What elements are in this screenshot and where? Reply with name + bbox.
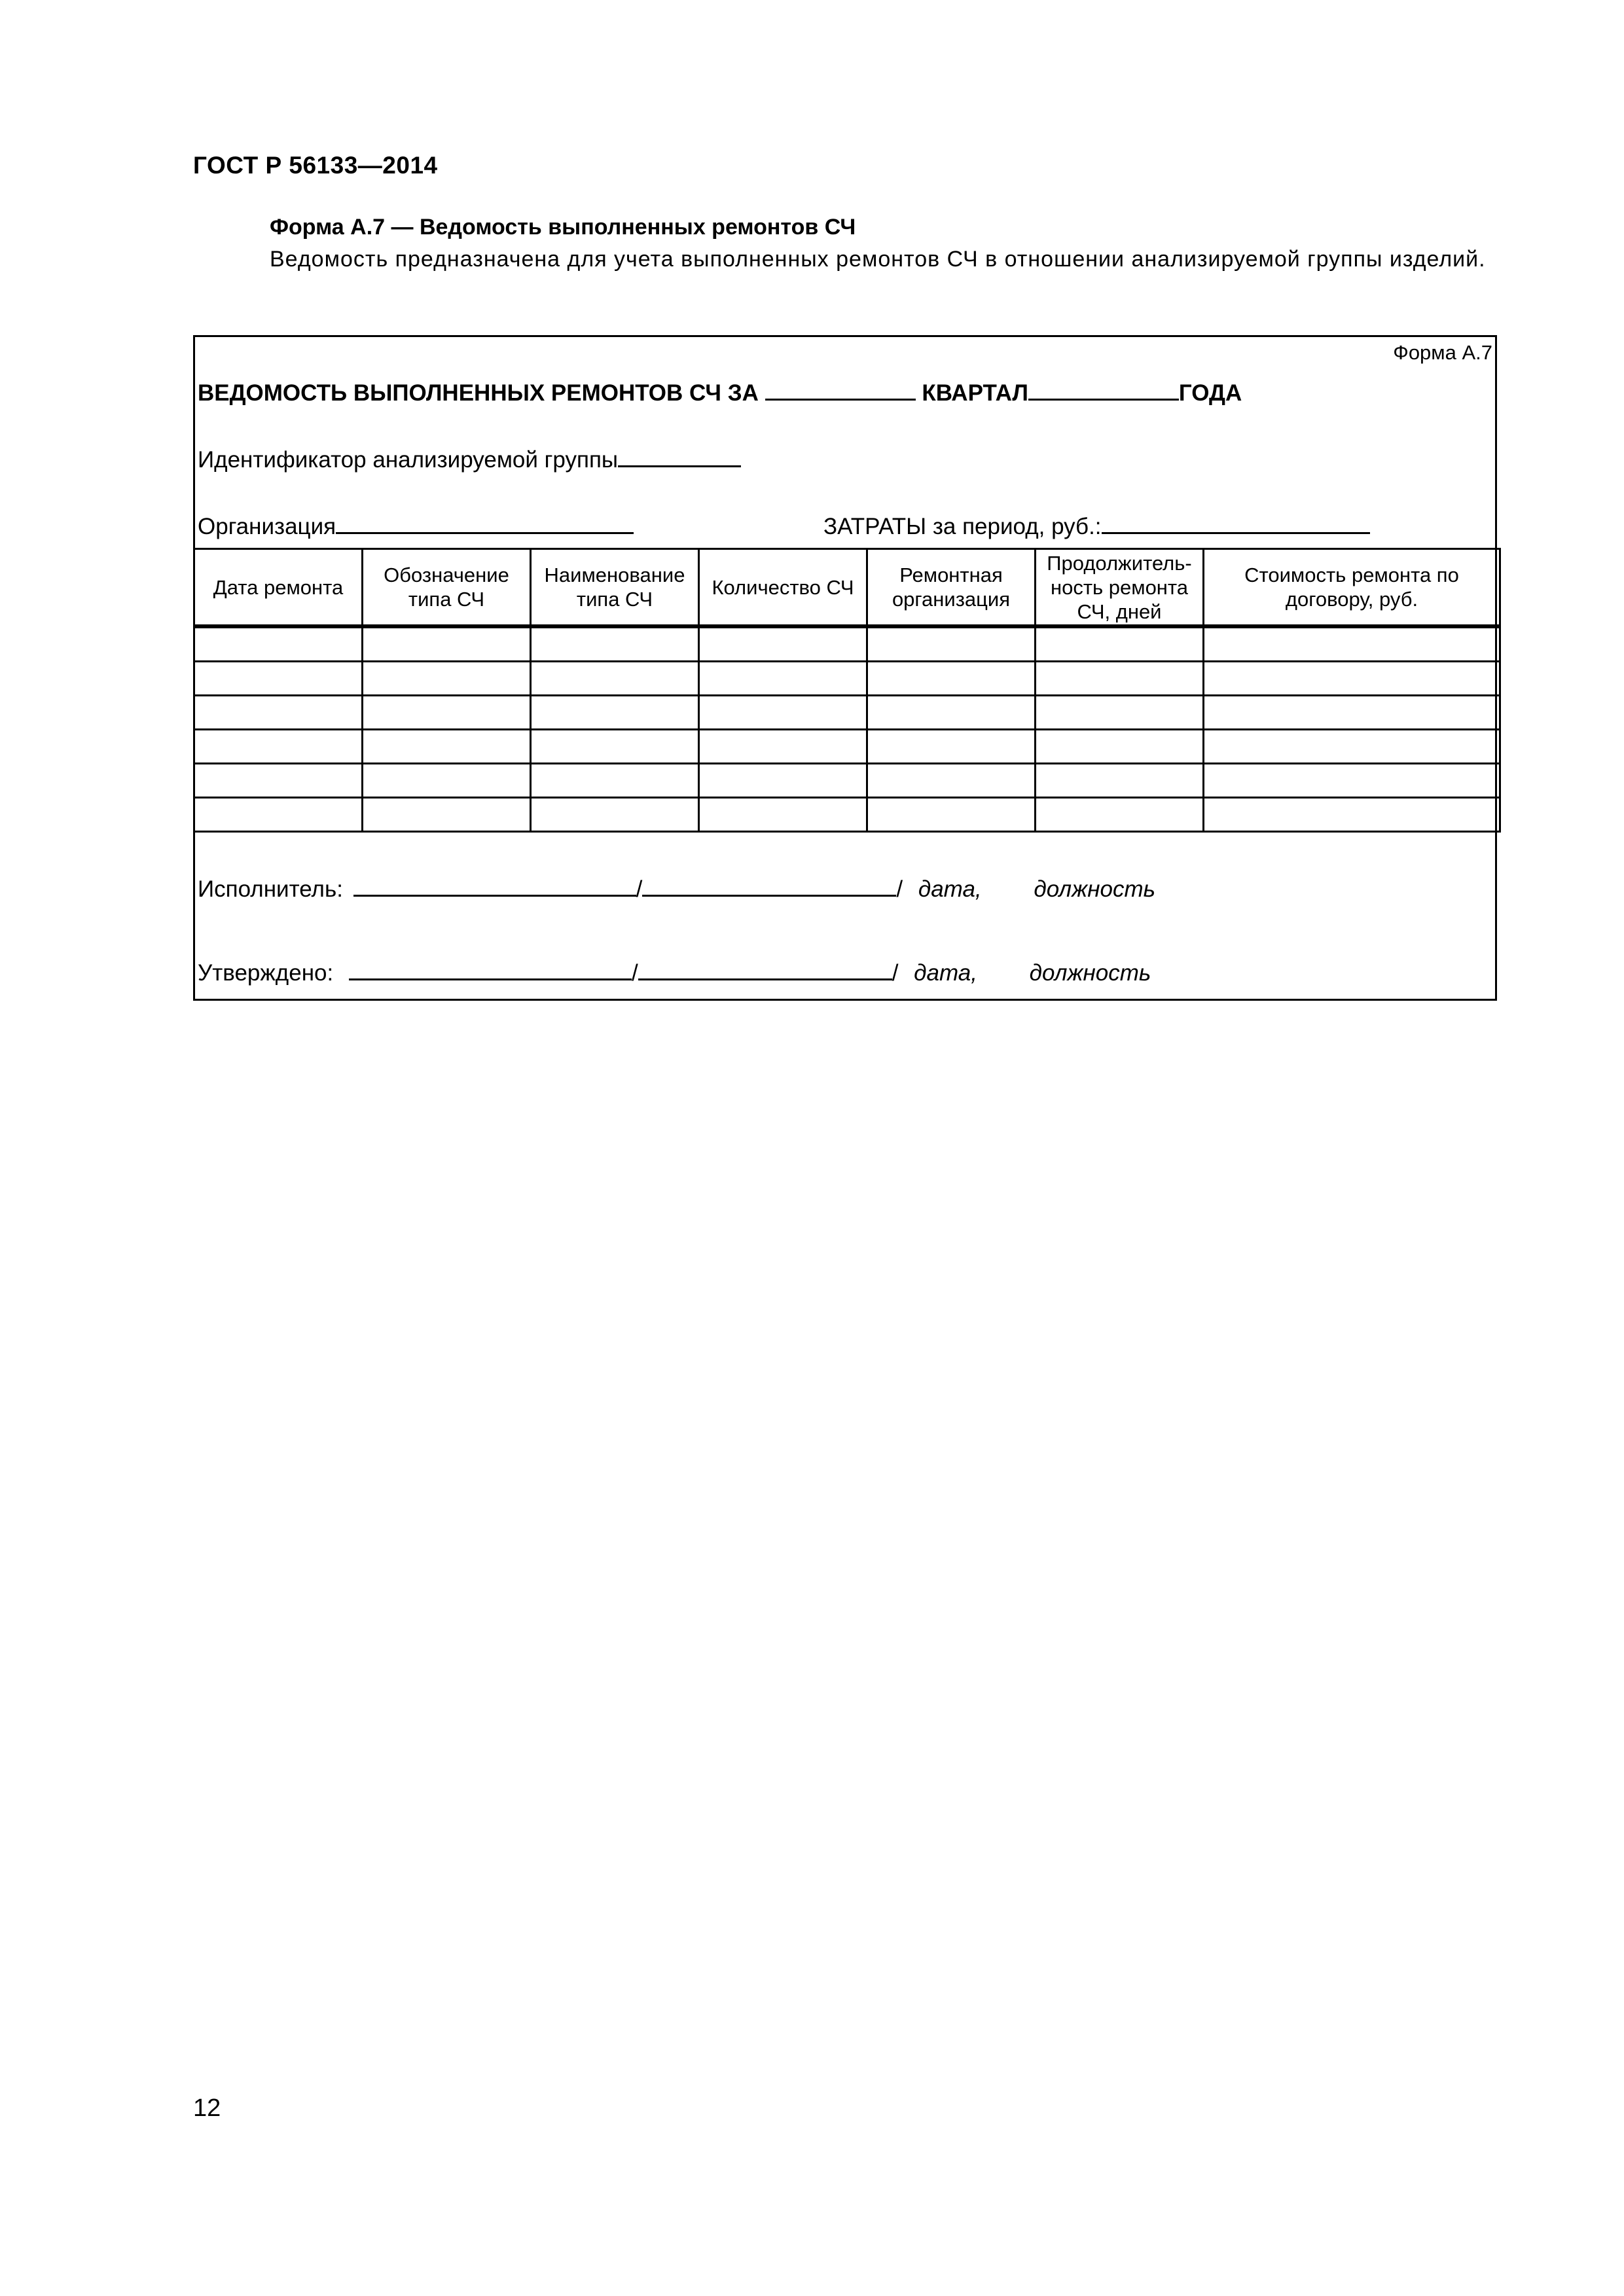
- approval-signature-row: [198, 959, 1151, 986]
- table-cell[interactable]: [194, 696, 363, 730]
- costs-label: ЗАТРАТЫ за период, руб.:: [823, 514, 1102, 539]
- table-cell[interactable]: [531, 764, 699, 798]
- date-label: дата,: [918, 876, 982, 902]
- title-part-2: КВАРТАЛ: [922, 380, 1028, 406]
- column-header: Количество СЧ: [699, 549, 867, 627]
- column-header: Наименование типа СЧ: [531, 549, 699, 627]
- identifier-label: Идентификатор анализируемой группы: [198, 447, 619, 473]
- table-cell[interactable]: [699, 730, 867, 764]
- table-cell[interactable]: [699, 798, 867, 832]
- repair-ledger-form: [193, 335, 1497, 1001]
- table-cell[interactable]: [699, 696, 867, 730]
- table-cell[interactable]: [1036, 662, 1204, 696]
- column-header: Дата ремонта: [194, 549, 363, 627]
- table-cell[interactable]: [1036, 696, 1204, 730]
- table-row: [194, 696, 1500, 730]
- approver-signature-blank[interactable]: [638, 959, 892, 980]
- table-cell[interactable]: [1036, 798, 1204, 832]
- table-cell[interactable]: [194, 798, 363, 832]
- table-cell[interactable]: [867, 626, 1036, 662]
- table-cell[interactable]: [531, 730, 699, 764]
- slash: /: [636, 876, 643, 902]
- approved-label: Утверждено:: [198, 960, 334, 986]
- table-row: [194, 798, 1500, 832]
- table-cell[interactable]: [531, 798, 699, 832]
- table-cell[interactable]: [363, 662, 531, 696]
- table-cell[interactable]: [1036, 764, 1204, 798]
- table-cell[interactable]: [867, 662, 1036, 696]
- title-part-1: ВЕДОМОСТЬ ВЫПОЛНЕННЫХ РЕМОНТОВ СЧ ЗА: [198, 380, 759, 406]
- table-cell[interactable]: [531, 696, 699, 730]
- position-label: должность: [1034, 876, 1156, 902]
- title-part-3: ГОДА: [1178, 380, 1242, 406]
- table-cell[interactable]: [363, 764, 531, 798]
- table-cell[interactable]: [1036, 730, 1204, 764]
- slash: /: [892, 960, 899, 986]
- executor-signature-row: [198, 875, 1155, 903]
- identifier-row: [198, 446, 741, 473]
- table-cell[interactable]: [699, 662, 867, 696]
- page-number: 12: [193, 2094, 221, 2122]
- repairs-table: [193, 548, 1501, 833]
- approver-name-blank[interactable]: [349, 959, 632, 980]
- table-cell[interactable]: [363, 696, 531, 730]
- table-cell[interactable]: [194, 730, 363, 764]
- form-description: Ведомость предназначена для учета выполненных ремонтов СЧ в отношении анализируемой группы изделий.: [270, 247, 1486, 272]
- column-header: Обозначение типа СЧ: [363, 549, 531, 627]
- organization-label: Организация: [198, 514, 336, 539]
- table-cell[interactable]: [531, 662, 699, 696]
- table-cell[interactable]: [1204, 662, 1500, 696]
- table-cell[interactable]: [194, 662, 363, 696]
- table-cell[interactable]: [1204, 730, 1500, 764]
- table-cell[interactable]: [699, 626, 867, 662]
- executor-signature-blank[interactable]: [642, 875, 896, 897]
- executor-name-blank[interactable]: [353, 875, 636, 897]
- column-header: Продолжительность ремонта СЧ, дней: [1036, 549, 1204, 627]
- table-cell[interactable]: [363, 798, 531, 832]
- table-cell[interactable]: [1036, 626, 1204, 662]
- table-cell[interactable]: [867, 730, 1036, 764]
- table-cell[interactable]: [867, 764, 1036, 798]
- table-cell[interactable]: [1204, 696, 1500, 730]
- form-title: [198, 379, 1242, 406]
- position-label: должность: [1029, 960, 1151, 986]
- table-cell[interactable]: [1204, 764, 1500, 798]
- quarter-blank[interactable]: [765, 379, 916, 401]
- table-cell[interactable]: [363, 626, 531, 662]
- column-header: Стоимость ремонта по договору, руб.: [1204, 549, 1500, 627]
- organization-blank[interactable]: [336, 512, 634, 534]
- table-cell[interactable]: [1204, 798, 1500, 832]
- slash: /: [631, 960, 638, 986]
- table-cell[interactable]: [699, 764, 867, 798]
- slash: /: [896, 876, 903, 902]
- table-cell[interactable]: [867, 696, 1036, 730]
- table-cell[interactable]: [363, 730, 531, 764]
- executor-label: Исполнитель:: [198, 876, 343, 902]
- column-header: Ремонтная организация: [867, 549, 1036, 627]
- table-row: [194, 764, 1500, 798]
- table-header-row: [194, 549, 1500, 627]
- date-label: дата,: [914, 960, 977, 986]
- costs-blank[interactable]: [1102, 512, 1370, 534]
- table-cell[interactable]: [194, 764, 363, 798]
- identifier-blank[interactable]: [618, 446, 741, 467]
- form-caption: Форма А.7 — Ведомость выполненных ремонтов СЧ: [270, 215, 856, 240]
- table-cell[interactable]: [867, 798, 1036, 832]
- table-cell[interactable]: [194, 626, 363, 662]
- table-row: [194, 626, 1500, 662]
- table-row: [194, 730, 1500, 764]
- organization-row: [198, 512, 634, 540]
- table-row: [194, 662, 1500, 696]
- form-label: Форма А.7: [1393, 341, 1492, 364]
- costs-row: [823, 512, 1370, 540]
- standard-number: ГОСТ Р 56133—2014: [193, 152, 438, 179]
- table-cell[interactable]: [531, 626, 699, 662]
- table-cell[interactable]: [1204, 626, 1500, 662]
- year-blank[interactable]: [1028, 379, 1179, 401]
